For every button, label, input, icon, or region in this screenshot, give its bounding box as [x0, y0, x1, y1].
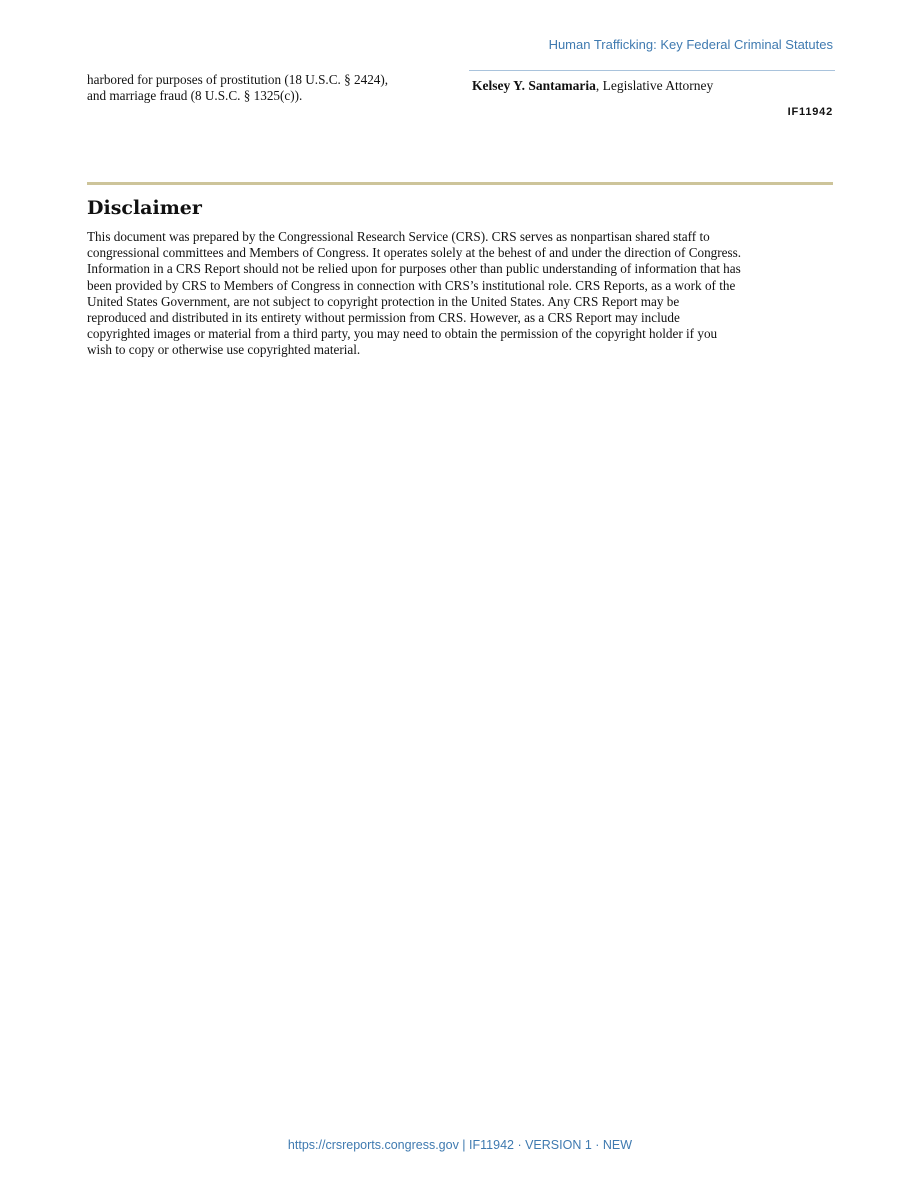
author-line — [472, 77, 835, 94]
footer-status: NEW — [602, 1138, 633, 1152]
section-divider — [87, 182, 833, 185]
footer-version: VERSION 1 — [525, 1138, 592, 1152]
running-header-title: Human Trafficking: Key Federal Criminal Statutes — [548, 37, 833, 52]
left-column-text — [87, 72, 449, 104]
disclaimer-line: This document was prepared by the Congressional Research Service (CRS). CRS serves as nonpartisan shared staff to — [87, 229, 710, 244]
disclaimer-line: wish to copy or otherwise use copyrighted material. — [87, 342, 361, 358]
disclaimer-line: congressional committees and Members of Congress. It operates solely at the behest of and under the direction of Congress. — [87, 245, 742, 261]
author-top-rule — [469, 70, 835, 71]
disclaimer-body — [87, 229, 835, 359]
disclaimer-line: copyrighted images or material from a third party, you may need to obtain the permission of the copyright holder if you — [87, 326, 718, 342]
author-block — [469, 70, 835, 94]
footer-dot: · — [591, 1138, 603, 1152]
disclaimer-line: been provided by CRS to Members of Congress in connection with CRS’s institutional role. CRS Reports, as a work of the — [87, 277, 736, 293]
author-role: , Legislative Attorney — [595, 78, 714, 93]
footer-report-code: IF11942 — [469, 1138, 514, 1152]
report-code: IF11942 — [787, 106, 833, 118]
disclaimer-line: reproduced and distributed in its entirety without permission from CRS. However, as a CRS Report may include — [87, 310, 680, 326]
disclaimer-line: United States Government, are not subject to copyright protection in the United States. Any CRS Report may be — [87, 293, 680, 309]
left-column-line: and marriage fraud (8 U.S.C. § 1325(c)). — [87, 88, 303, 103]
left-column-line: harbored for purposes of prostitution (18 U.S.C. § 2424), — [87, 72, 389, 87]
footer-dot: · — [513, 1138, 526, 1152]
footer-separator: | — [458, 1138, 470, 1152]
disclaimer-line: Information in a CRS Report should not be relied upon for purposes other than public understanding of information that has — [87, 261, 741, 277]
page-footer — [0, 1138, 920, 1152]
author-name: Kelsey Y. Santamaria — [472, 78, 596, 93]
footer-url-link[interactable]: https://crsreports.congress.gov — [287, 1138, 459, 1152]
disclaimer-heading: Disclaimer — [87, 197, 202, 219]
